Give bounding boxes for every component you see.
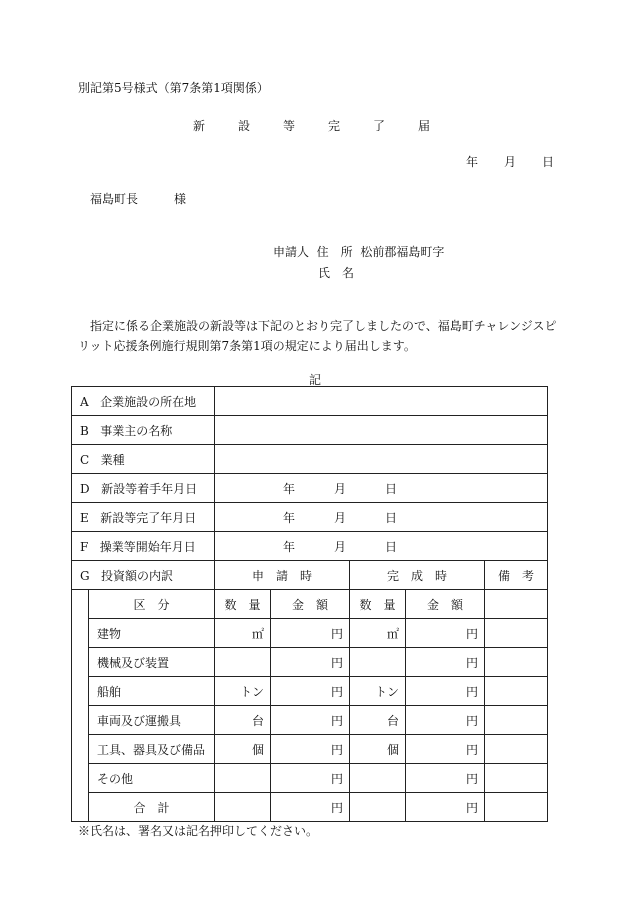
item-yen: 円 (406, 648, 485, 677)
header-amount: 金 額 (271, 590, 350, 619)
item-unit (215, 648, 271, 677)
header-completion: 完 成 時 (350, 561, 485, 590)
table-row (72, 503, 548, 532)
item-yen: 円 (406, 677, 485, 706)
item-yen: 円 (406, 619, 485, 648)
row-date: 年 月 日 (215, 474, 548, 503)
table-row (72, 590, 548, 619)
row-label: F 操業等開始年月日 (72, 532, 215, 561)
address-value: 松前郡福島町字 (360, 245, 445, 259)
table-row (72, 474, 548, 503)
item-yen: 円 (271, 706, 350, 735)
item-yen: 円 (406, 764, 485, 793)
table-row (72, 561, 548, 590)
table-row (72, 764, 548, 793)
header-qty: 数 量 (215, 590, 271, 619)
item-unit (350, 764, 406, 793)
title-char: 届 (418, 119, 431, 133)
header-qty: 数 量 (350, 590, 406, 619)
row-label: C 業種 (72, 445, 215, 474)
table-row (72, 445, 548, 474)
row-label: G 投資額の内訳 (72, 561, 215, 590)
item-unit: 台 (350, 706, 406, 735)
row-date: 年 月 日 (215, 532, 548, 561)
row-value (215, 387, 548, 416)
header-remarks: 備 考 (485, 561, 548, 590)
date-year: 年 (466, 155, 479, 169)
row-label: E 新設等完了年月日 (72, 503, 215, 532)
item-unit: 台 (215, 706, 271, 735)
item-yen: 円 (271, 735, 350, 764)
table-row (72, 416, 548, 445)
row-date: 年 月 日 (215, 503, 548, 532)
item-name: その他 (89, 764, 215, 793)
item-yen: 円 (271, 648, 350, 677)
row-value (215, 416, 548, 445)
item-name: 建物 (89, 619, 215, 648)
table-row (72, 532, 548, 561)
title-char: 等 (283, 119, 296, 133)
item-unit (350, 648, 406, 677)
header-application: 申 請 時 (215, 561, 350, 590)
total-label: 合 計 (89, 793, 215, 822)
date-day: 日 (542, 155, 555, 169)
form-label: 別記第5号様式（第7条第1項関係） (78, 81, 269, 95)
item-name: 船舶 (89, 677, 215, 706)
header-category: 区 分 (89, 590, 215, 619)
item-yen: 円 (271, 764, 350, 793)
item-unit: ㎡ (350, 619, 406, 648)
item-name: 機械及び装置 (89, 648, 215, 677)
title-char: 完 (328, 119, 341, 133)
table-row (72, 677, 548, 706)
title-char: 新 (193, 119, 206, 133)
item-name: 工具、器具及び備品 (89, 735, 215, 764)
report-table (71, 386, 548, 822)
item-yen: 円 (271, 677, 350, 706)
item-yen: 円 (406, 706, 485, 735)
address-label: 住 所 (316, 245, 353, 259)
table-row (72, 387, 548, 416)
title-char: 了 (373, 119, 386, 133)
item-unit: トン (350, 677, 406, 706)
submission-date (466, 153, 554, 170)
date-month: 月 (504, 155, 517, 169)
body-text: 指定に係る企業施設の新設等は下記のとおり完了しましたので、福島町チャレンジスピリット応援条例施行規則第7条第1項の規定により届出します。 (78, 319, 557, 353)
title-char: 設 (238, 119, 251, 133)
item-unit: トン (215, 677, 271, 706)
table-row (72, 619, 548, 648)
header-amount: 金 額 (406, 590, 485, 619)
applicant-label: 申請人 (273, 245, 310, 259)
item-yen: 円 (406, 735, 485, 764)
table-row (72, 735, 548, 764)
item-unit: 個 (350, 735, 406, 764)
footnote: ※氏名は、署名又は記名押印してください。 (78, 824, 319, 838)
item-unit: 個 (215, 735, 271, 764)
row-label: B 事業主の名称 (72, 416, 215, 445)
row-label: A 企業施設の所在地 (72, 387, 215, 416)
total-yen: 円 (271, 793, 350, 822)
table-row (72, 706, 548, 735)
addressee: 福島町長 様 (90, 192, 187, 206)
item-name: 車両及び運搬具 (89, 706, 215, 735)
applicant-address (273, 243, 444, 260)
table-row (72, 648, 548, 677)
total-yen: 円 (406, 793, 485, 822)
applicant-name-label: 氏 名 (318, 266, 355, 280)
item-yen: 円 (271, 619, 350, 648)
row-label: D 新設等着手年月日 (72, 474, 215, 503)
ki-heading: 記 (309, 373, 322, 387)
item-unit (215, 764, 271, 793)
row-value (215, 445, 548, 474)
item-unit: ㎡ (215, 619, 271, 648)
table-row (72, 793, 548, 822)
form-title (193, 117, 463, 134)
